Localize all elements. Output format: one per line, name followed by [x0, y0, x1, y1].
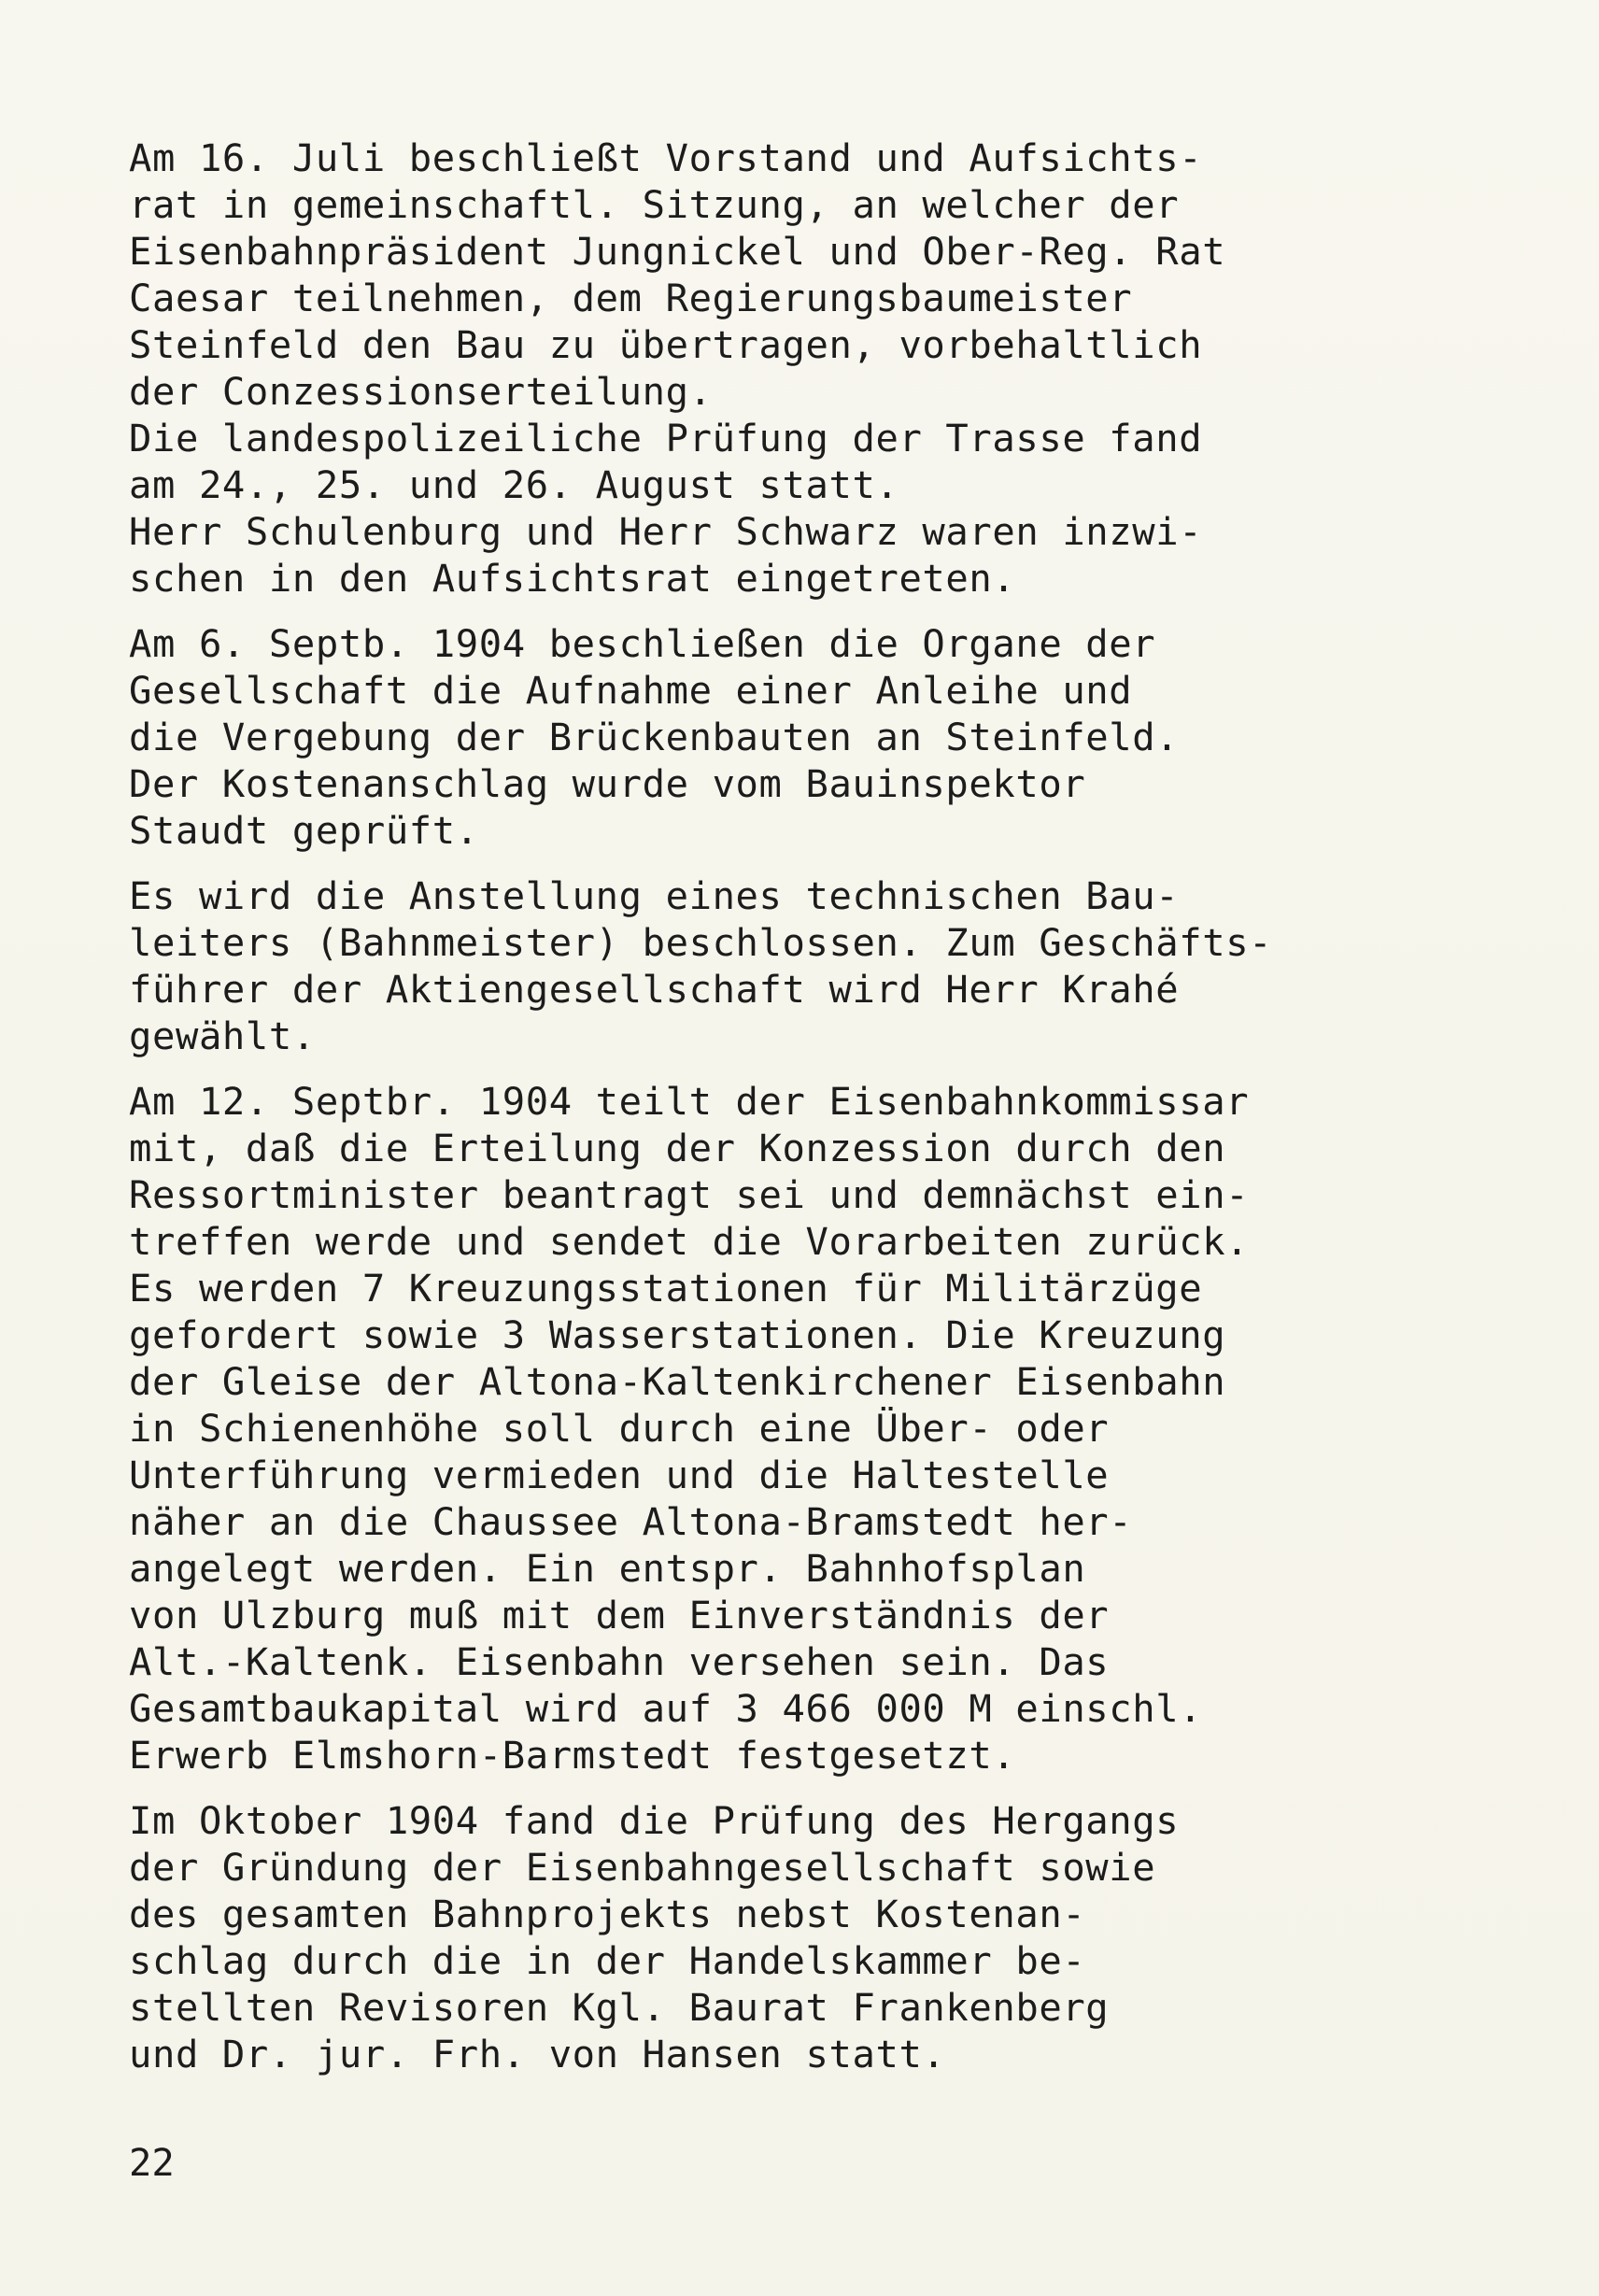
- text-line: Steinfeld den Bau zu übertragen, vorbehaltlich: [129, 322, 1203, 367]
- text-line: der Conzessionserteilung.: [129, 369, 713, 414]
- paragraph-5: [129, 1797, 1530, 2077]
- paragraph-2: [129, 620, 1530, 854]
- text-line: Am 12. Septbr. 1904 teilt der Eisenbahnkommissar: [129, 1079, 1250, 1124]
- text-line: Es werden 7 Kreuzungsstationen für Militärzüge: [129, 1266, 1203, 1311]
- text-line: Der Kostenanschlag wurde vom Bauinspektor: [129, 761, 1086, 806]
- paragraph-4: [129, 1078, 1530, 1779]
- page-number: 22: [129, 2140, 175, 2185]
- text-line: der Gründung der Eisenbahngesellschaft sowie: [129, 1845, 1156, 1890]
- text-line: Erwerb Elmshorn-Barmstedt festgesetzt.: [129, 1733, 1016, 1778]
- text-line: Herr Schulenburg und Herr Schwarz waren inzwi-: [129, 509, 1203, 554]
- text-line: Unterführung vermieden und die Haltestelle: [129, 1453, 1110, 1497]
- text-line: näher an die Chaussee Altona-Bramstedt her-: [129, 1499, 1133, 1544]
- text-line: Gesellschaft die Aufnahme einer Anleihe und: [129, 668, 1133, 713]
- text-line: Im Oktober 1904 fand die Prüfung des Hergangs: [129, 1798, 1180, 1843]
- text-line: treffen werde und sendet die Vorarbeiten zurück.: [129, 1219, 1250, 1264]
- text-line: schlag durch die in der Handelskammer be-: [129, 1938, 1086, 1983]
- text-line: Alt.-Kaltenk. Eisenbahn versehen sein. Das: [129, 1639, 1110, 1684]
- text-line: Am 16. Juli beschließt Vorstand und Aufsichts-: [129, 135, 1203, 180]
- text-line: stellten Revisoren Kgl. Baurat Frankenberg: [129, 1985, 1110, 2030]
- paragraph-3: [129, 872, 1530, 1059]
- text-line: Caesar teilnehmen, dem Regierungsbaumeister: [129, 276, 1133, 320]
- text-line: Gesamtbaukapital wird auf 3 466 000 M einschl.: [129, 1686, 1203, 1731]
- text-line: Die landespolizeiliche Prüfung der Trasse fand: [129, 416, 1203, 461]
- text-line: Eisenbahnpräsident Jungnickel und Ober-Reg. Rat: [129, 229, 1226, 274]
- text-line: der Gleise der Altona-Kaltenkirchener Eisenbahn: [129, 1359, 1226, 1404]
- paragraph-1: [129, 135, 1530, 602]
- text-line: führer der Aktiengesellschaft wird Herr Krahé: [129, 967, 1180, 1012]
- text-line: angelegt werden. Ein entspr. Bahnhofsplan: [129, 1546, 1086, 1591]
- text-line: mit, daß die Erteilung der Konzession durch den: [129, 1126, 1226, 1170]
- text-line: leiters (Bahnmeister) beschlossen. Zum Geschäfts-: [129, 920, 1273, 965]
- text-line: rat in gemeinschaftl. Sitzung, an welcher der: [129, 182, 1180, 227]
- text-line: Am 6. Septb. 1904 beschließen die Organe der: [129, 621, 1156, 666]
- text-line: die Vergebung der Brückenbauten an Steinfeld.: [129, 715, 1180, 759]
- text-line: Ressortminister beantragt sei und demnächst ein-: [129, 1172, 1250, 1217]
- text-line: des gesamten Bahnprojekts nebst Kostenan-: [129, 1892, 1086, 1936]
- text-line: Staudt geprüft.: [129, 808, 479, 853]
- text-line: Es wird die Anstellung eines technischen Bau-: [129, 873, 1180, 918]
- text-line: und Dr. jur. Frh. von Hansen statt.: [129, 2032, 946, 2076]
- text-line: in Schienenhöhe soll durch eine Über- oder: [129, 1406, 1110, 1451]
- text-line: von Ulzburg muß mit dem Einverständnis der: [129, 1593, 1110, 1637]
- text-line: schen in den Aufsichtsrat eingetreten.: [129, 556, 1016, 601]
- body-text: [129, 135, 1530, 2096]
- text-line: gefordert sowie 3 Wasserstationen. Die Kreuzung: [129, 1312, 1226, 1357]
- text-line: am 24., 25. und 26. August statt.: [129, 462, 899, 507]
- text-line: gewählt.: [129, 1013, 316, 1058]
